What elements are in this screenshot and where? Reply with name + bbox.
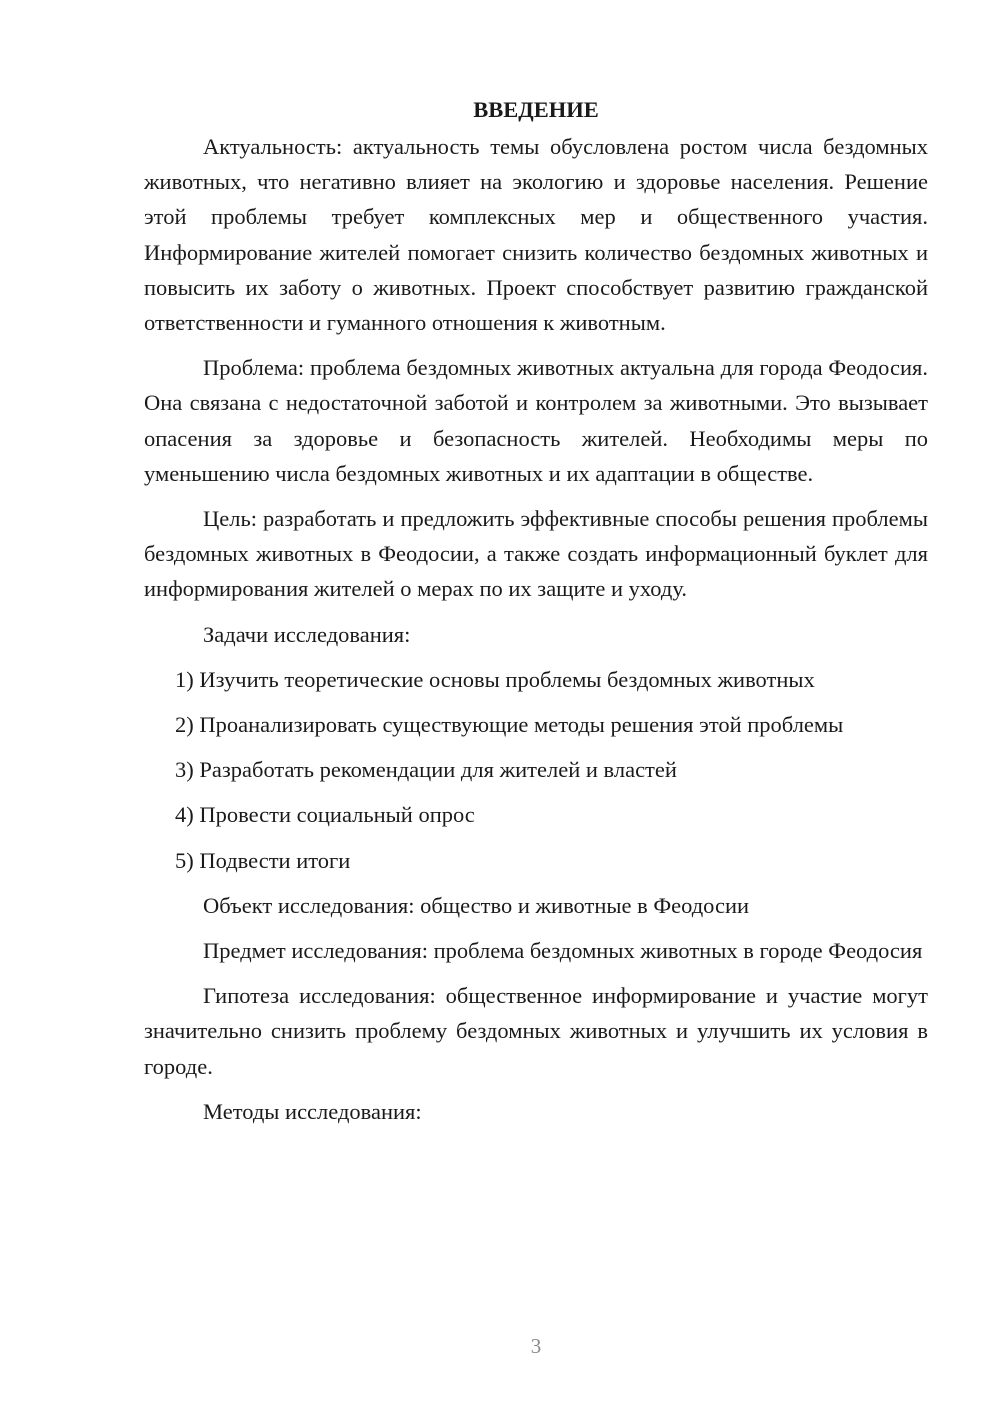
- page-title: ВВЕДЕНИЕ: [473, 97, 599, 122]
- goal-paragraph: Цель: разработать и предложить эффективные способы решения проблемы бездомных животных в Феодосии, а также создать информационный буклет для информирования жителей о мерах по их защите и уходу.: [144, 506, 928, 602]
- subject-paragraph: Предмет исследования: проблема бездомных животных в городе Феодосия: [203, 938, 923, 964]
- list-item: 5) Подвести итоги: [175, 847, 351, 873]
- tasks-heading: Задачи исследования:: [203, 621, 411, 647]
- list-item: 3) Разработать рекомендации для жителей и властей: [175, 757, 677, 783]
- document-page: [144, 92, 928, 1139]
- page-number: 3: [530, 1334, 542, 1358]
- list-item: 1) Изучить теоретические основы проблемы бездомных животных: [175, 666, 815, 692]
- tasks-list: [144, 662, 928, 878]
- methods-heading: Методы исследования:: [203, 1098, 422, 1124]
- list-item: 2) Проанализировать существующие методы решения этой проблемы: [175, 712, 844, 738]
- list-item: 4) Провести социальный опрос: [175, 802, 475, 828]
- relevance-paragraph: Актуальность: актуальность темы обусловлена ростом числа бездомных животных, что негативно влияет на экологию и здоровье населения. Решение этой проблемы требует комплексных мер и общественного участия. Информирование жителей помогает снизить количество бездомных животных и повысить их заботу о животных. Проект способствует развитию гражданской ответственности и гуманного отношения к животным.: [144, 134, 928, 336]
- problem-paragraph: Проблема: проблема бездомных животных актуальна для города Феодосия. Она связана с недостаточной заботой и контролем за животными. Это вызывает опасения за здоровье и безопасность жителей. Необходимы меры по уменьшению числа бездомных животных и их адаптации в обществе.: [144, 355, 928, 486]
- object-paragraph: Объект исследования: общество и животные в Феодосии: [203, 892, 750, 918]
- hypothesis-paragraph: Гипотеза исследования: общественное информирование и участие могут значительно снизить проблему бездомных животных и улучшить их условия в городе.: [144, 983, 928, 1079]
